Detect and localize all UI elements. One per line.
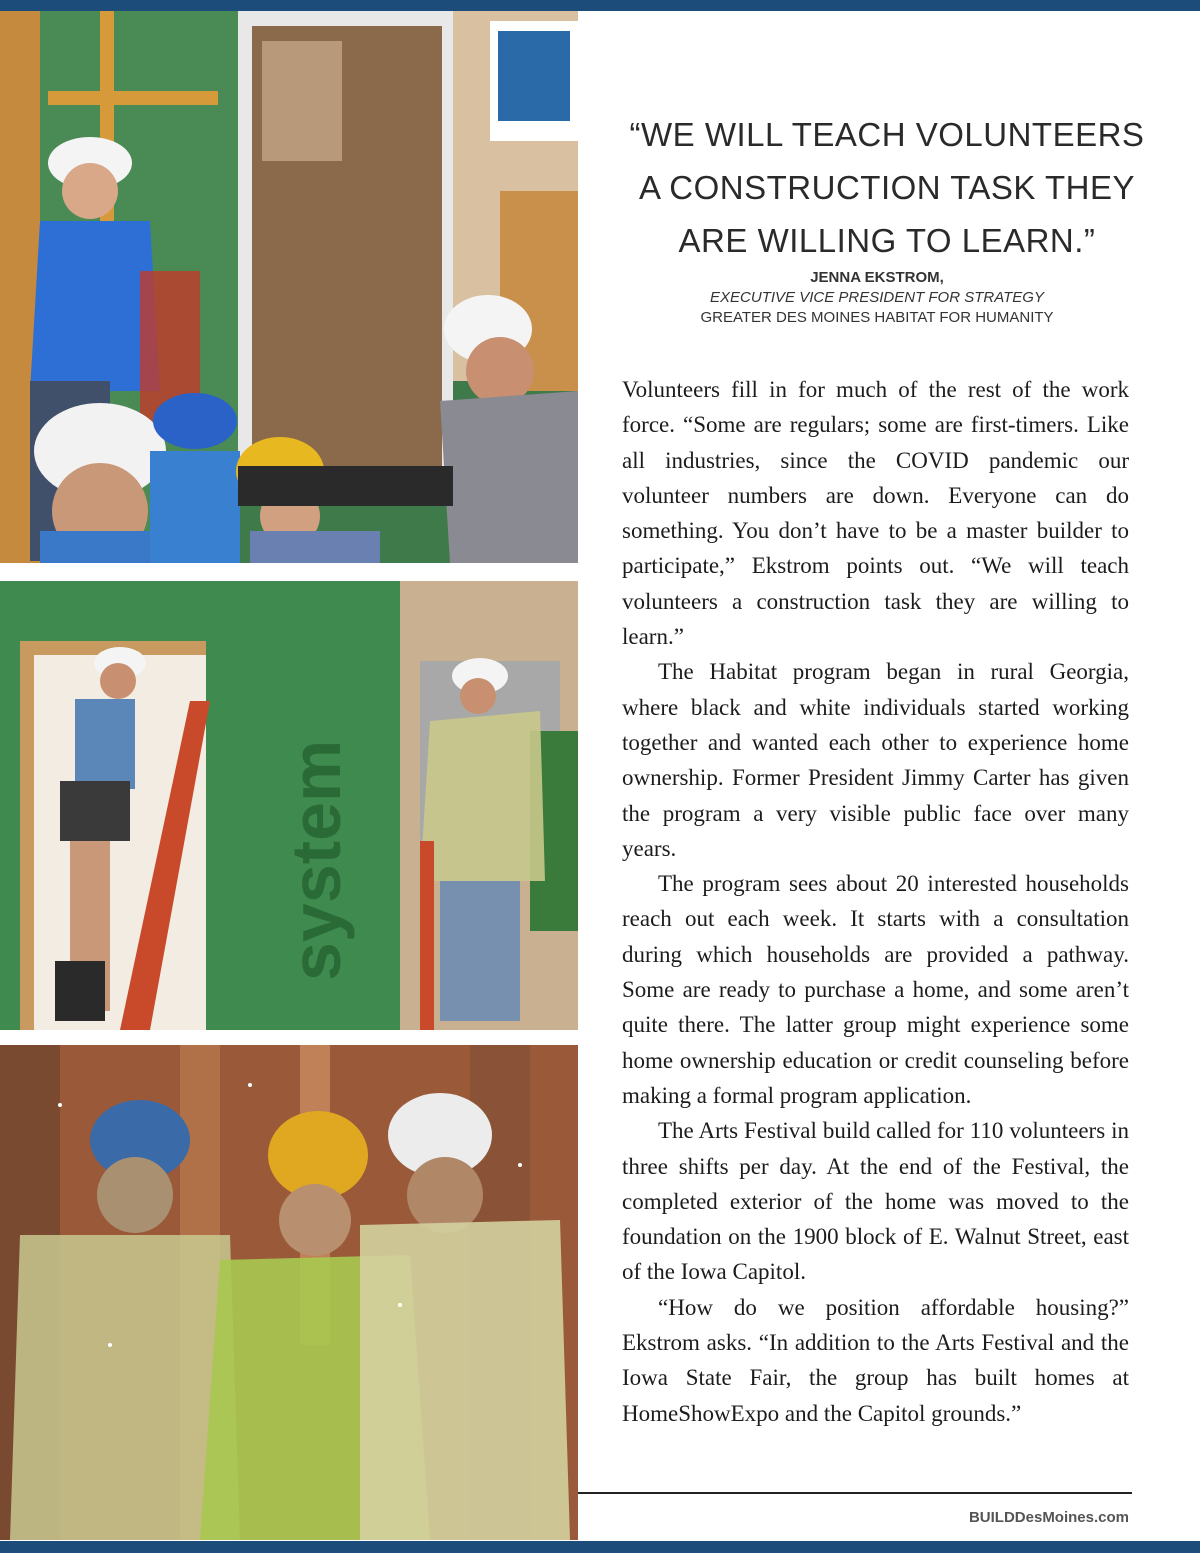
quote-attribution: [622, 268, 1132, 328]
article-body: [622, 372, 1129, 1431]
footer-divider: [578, 1492, 1132, 1494]
body-paragraph-1: Volunteers fill in for much of the rest of the work force. “Some are regulars; some are first-timers. Like all industries, since the COVID pandemic our volunteer numbers are down. Everyone can do something. You don’t have to be a master builder to participate,” Ekstrom points out. “We will teach volunteers a construction task they are willing to learn.”: [622, 377, 1129, 650]
volunteers-in-ponchos-photo: [0, 1045, 578, 1540]
pull-quote-line-2: A CONSTRUCTION TASK THEY: [638, 169, 1136, 206]
footer-website: BUILDDesMoines.com: [968, 1509, 1129, 1526]
pull-quote-line-1: “WE WILL TEACH VOLUNTEERS: [629, 116, 1145, 153]
pull-quote: [622, 108, 1152, 267]
volunteers-on-ladders-photo: [0, 581, 578, 1030]
body-paragraph-3: The program sees about 20 interested households reach out each week. It starts with a consultation during which households are provided a pathway. Some are ready to purchase a home, and some aren’t quite there. The latter group might experience some home ownership education or credit counseling before making a formal program application.: [622, 871, 1129, 1108]
top-accent-bar: [0, 0, 1200, 11]
bottom-accent-bar: [0, 1541, 1200, 1553]
body-paragraph-5: “How do we position affordable housing?” Ekstrom asks. “In addition to the Arts Festival and the Iowa State Fair, the group has built homes at HomeShowExpo and the Capitol grounds.”: [622, 1294, 1129, 1426]
volunteers-installing-window-photo: [0, 11, 578, 563]
svg-text:system: system: [277, 739, 355, 981]
attribution-organization: GREATER DES MOINES HABITAT FOR HUMANITY: [700, 309, 1054, 326]
pull-quote-line-3: ARE WILLING TO LEARN.”: [678, 222, 1096, 259]
attribution-role: EXECUTIVE VICE PRESIDENT FOR STRATEGY: [710, 289, 1044, 306]
body-paragraph-2: The Habitat program began in rural Georgia, where black and white individuals started working together and wanted each other to experience home ownership. Former President Jimmy Carter has given the program a very visible public face over many years.: [622, 659, 1129, 861]
attribution-name: JENNA EKSTROM,: [810, 269, 944, 286]
body-paragraph-4: The Arts Festival build called for 110 volunteers in three shifts per day. At the end of the Festival, the completed exterior of the home was moved to the foundation on the 1900 block of E. Walnut Street, east of the Iowa Capitol.: [622, 1118, 1129, 1285]
